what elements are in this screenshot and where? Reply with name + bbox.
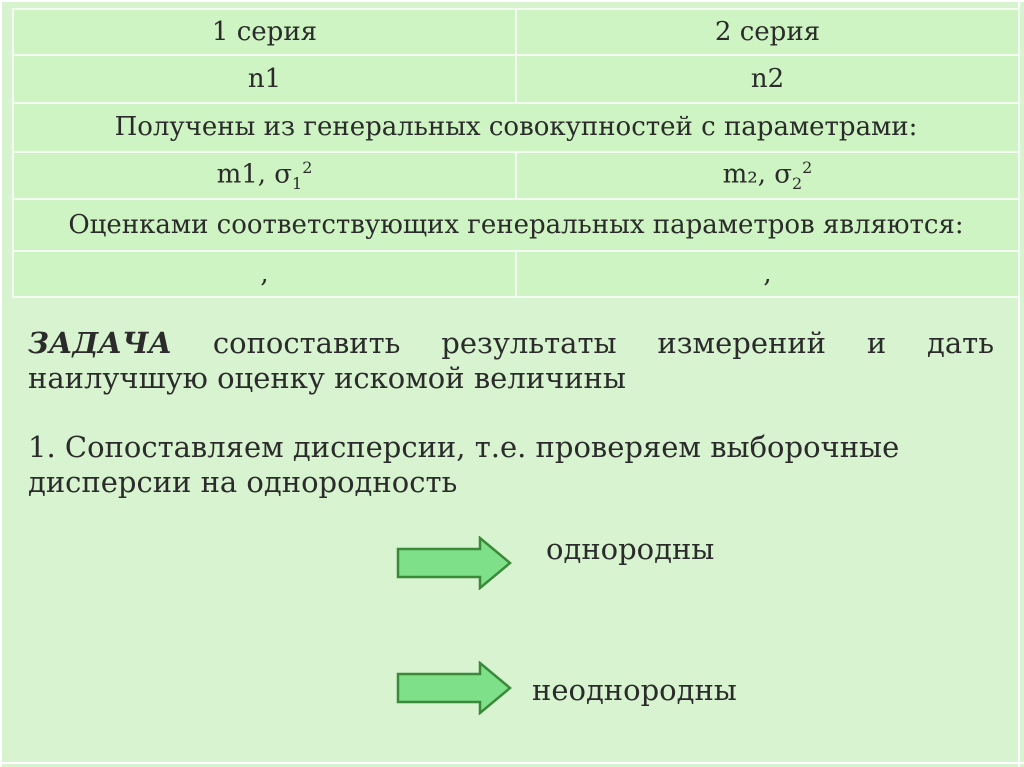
frame-border-left [0,0,2,767]
m2-text: m₂, σ [722,159,792,190]
series-2-header: 2 серия [516,9,1019,55]
series-1-params [13,152,516,199]
table-row [13,9,1019,55]
series-1-header: 1 серия [13,9,516,55]
outcome-heterogeneous: неоднородны [532,673,737,707]
right-arrow-icon [396,661,514,715]
table-row [13,199,1019,251]
sigma1-subscript: 1 [292,173,303,193]
right-arrow-icon [396,536,514,590]
params-caption: Получены из генеральных совокупностей с параметрами: [13,103,1019,152]
parameters-table [12,8,1020,298]
sigma2-superscript: 2 [802,157,813,177]
m1-text: m1, σ [216,159,293,190]
task-paragraph [28,326,994,396]
sigma2-subscript: 2 [791,173,803,193]
n2-cell: n2 [516,55,1019,103]
task-title: ЗАДАЧА [28,326,173,360]
estimates-caption: Оценками соответствующих генеральных параметров являются: [13,199,1019,251]
task-text: сопоставить результаты измерений и дать наилучшую оценку искомой величины [28,326,994,395]
frame-border-top [0,0,1024,2]
outcome-homogeneous: однородны [546,532,715,566]
estimate-1-cell: , [13,251,516,297]
frame-border-bottom [0,762,1024,764]
table-row [13,103,1019,152]
estimate-2-cell: , [516,251,1019,297]
step-1-text: 1. Сопоставляем дисперсии, т.е. проверяем выборочные дисперсии на однородность [28,430,900,500]
sigma1-superscript: 2 [302,157,313,177]
table-row [13,152,1019,199]
table-row [13,55,1019,103]
n1-cell: n1 [13,55,516,103]
series-2-params [516,152,1019,199]
table-row [13,251,1019,297]
